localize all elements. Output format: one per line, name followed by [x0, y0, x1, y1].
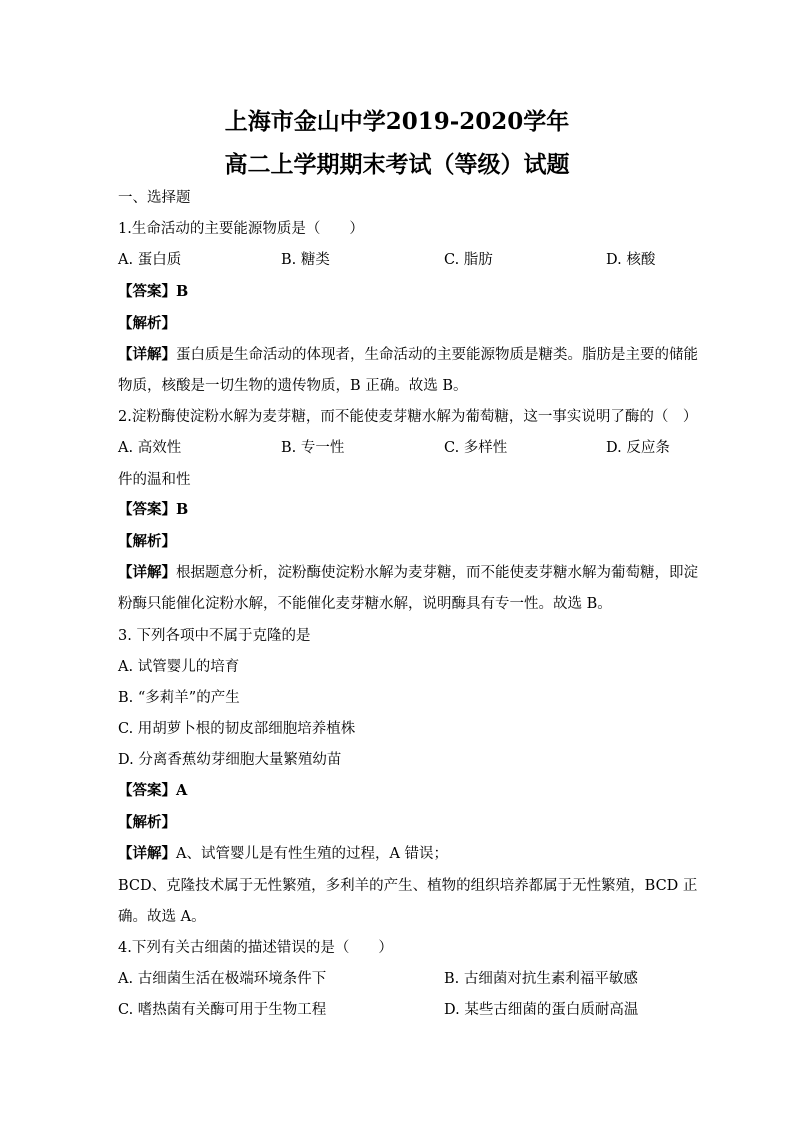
q1-option-b: B. 糖类	[281, 252, 330, 268]
q3-option-b: B. “多莉羊”的产生	[118, 690, 240, 706]
q2-analysis-label: 【解析】	[118, 533, 176, 550]
q3-stem: 3. 下列各项中不属于克隆的是	[118, 628, 311, 644]
q2-detail-line1	[118, 561, 698, 582]
q3-option-a: A. 试管婴儿的培育	[118, 659, 240, 675]
q4-option-d: D. 某些古细菌的蛋白质耐高温	[444, 1002, 639, 1018]
document-title-line1: 上海市金山中学2019-2020学年	[224, 108, 570, 135]
q1-answer: 【答案】B	[118, 283, 189, 300]
q1-stem: 1.生命活动的主要能源物质是（ ）	[118, 221, 364, 237]
q3-answer: 【答案】A	[118, 782, 188, 799]
q3-option-c: C. 用胡萝卜根的韧皮部细胞培养植株	[118, 721, 356, 737]
q3-detail-line2: BCD、克隆技术属于无性繁殖，多利羊的产生、植物的组织培养都属于无性繁殖，BCD 正	[118, 878, 698, 894]
q3-detail-line3: 确。故选 A。	[118, 909, 206, 925]
q2-option-d: D. 反应条	[606, 440, 670, 456]
q4-option-c: C. 嗜热菌有关酶可用于生物工程	[118, 1002, 327, 1018]
q1-detail-line2: 物质，核酸是一切生物的遗传物质，B 正确。故选 B。	[118, 378, 468, 394]
q1-option-c: C. 脂肪	[444, 252, 493, 268]
q2-option-b: B. 专一性	[281, 440, 345, 456]
q4-option-b: B. 古细菌对抗生素利福平敏感	[444, 971, 638, 987]
q3-option-d: D. 分离香蕉幼芽细胞大量繁殖幼苗	[118, 752, 342, 768]
q1-option-a: A. 蛋白质	[118, 252, 182, 268]
q2-detail-label: 【详解】	[118, 564, 176, 581]
q1-detail-label: 【详解】	[118, 346, 176, 363]
q2-option-a: A. 高效性	[118, 440, 182, 456]
section-heading: 一、选择题	[118, 190, 191, 206]
q2-answer: 【答案】B	[118, 501, 189, 518]
q1-option-d: D. 核酸	[606, 252, 656, 268]
q4-stem: 4.下列有关古细菌的描述错误的是（ ）	[118, 940, 393, 956]
q2-option-c: C. 多样性	[444, 440, 508, 456]
q2-stem: 2.淀粉酶使淀粉水解为麦芽糖，而不能使麦芽糖水解为葡萄糖，这一事实说明了酶的（ ）	[118, 409, 698, 425]
q3-detail-line1	[118, 842, 448, 863]
q3-detail-label: 【详解】	[118, 845, 176, 862]
q3-analysis-label: 【解析】	[118, 814, 176, 831]
q2-detail-text: 根据题意分析，淀粉酶使淀粉水解为麦芽糖，而不能使麦芽糖水解为葡萄糖，即淀	[176, 565, 698, 581]
q2-detail-line2: 粉酶只能催化淀粉水解，不能催化麦芽糖水解，说明酶具有专一性。故选 B。	[118, 596, 612, 612]
q4-option-a: A. 古细菌生活在极端环境条件下	[118, 971, 327, 987]
q3-detail-text: A、试管婴儿是有性生殖的过程，A 错误；	[176, 846, 449, 862]
q1-detail-line1	[118, 343, 698, 364]
q1-detail-text: 蛋白质是生命活动的体现者，生命活动的主要能源物质是糖类。脂肪是主要的储能	[176, 347, 698, 363]
document-title-line2: 高二上学期期末考试（等级）试题	[224, 151, 570, 178]
q2-option-d-continued: 件的温和性	[118, 472, 191, 488]
q1-analysis-label: 【解析】	[118, 315, 176, 332]
